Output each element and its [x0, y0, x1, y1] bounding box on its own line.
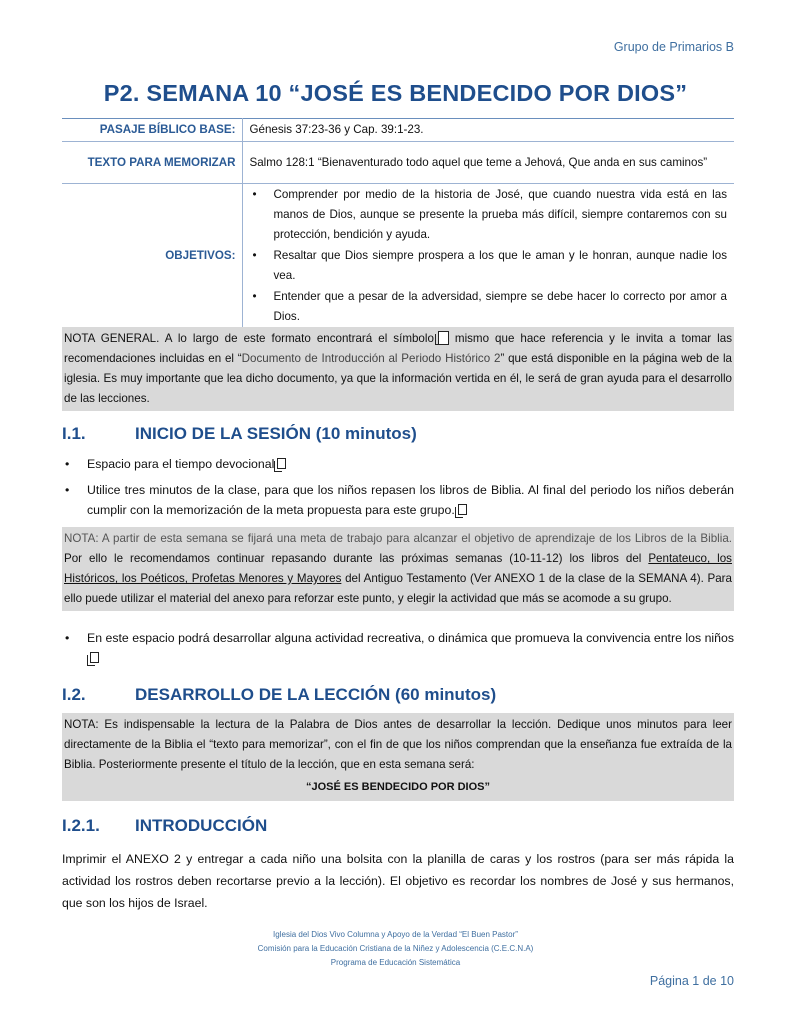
- document-copy-icon: [458, 504, 467, 515]
- document-copy-icon: [438, 331, 449, 345]
- page-number: Página 1 de 10: [649, 974, 734, 988]
- pasaje-value: Génesis 37:23-36 y Cap. 39:1-23.: [249, 123, 424, 136]
- list-item: [62, 480, 734, 520]
- footer-line-church: Iglesia del Dios Vivo Columna y Apoyo de la Verdad “El Buen Pastor”: [273, 930, 518, 939]
- section-heading-introduccion: [62, 816, 267, 836]
- section-title: INTRODUCCIÓN: [135, 816, 268, 835]
- nota-text-3: del Antiguo Testamento (Ver ANEXO 1 de la clase de la SEMANA 4). Para ello puede utilizar el material del anexo para reforzar este punto, y elegir la actividad que más se acomode a su grupo.: [64, 572, 732, 605]
- section-number: I.2.: [62, 685, 86, 704]
- nota-general-text-2: mismo que hace referencia y le invita a tomar las recomendaciones incluidas en el “: [64, 332, 732, 365]
- section-heading-inicio: [62, 424, 417, 444]
- bullet-text: Espacio para el tiempo devocional: [87, 457, 275, 471]
- lesson-title: “JOSÉ ES BENDECIDO POR DIOS”: [306, 781, 490, 793]
- pasaje-row: [62, 119, 734, 142]
- bullet-text: Utilice tres minutos de la clase, para que los niños repasen los libros de Biblia. Al final del periodo los niños deberán cumplir con la memorización de la meta propuesta para este grupo.: [87, 483, 734, 517]
- document-copy-icon: [90, 652, 99, 663]
- introduccion-text: Imprimir el ANEXO 2 y entregar a cada niño una bolsita con la planilla de caras y los rostros (para ser más rápida la actividad los rostros deben recortarse previo a la lección). El objetivo es recordar los nombres de José y sus hermanos, que son los hijos de Israel.: [62, 852, 734, 910]
- page-title: P2. SEMANA 10 “JOSÉ ES BENDECIDO POR DIOS”: [103, 80, 688, 106]
- nota-desarrollo: [62, 713, 734, 801]
- texto-label: TEXTO PARA MEMORIZAR: [62, 142, 242, 184]
- footer: [0, 928, 791, 970]
- footer-line-commission: Comisión para la Educación Cristiana de la Niñez y Adolescencia (C.E.C.N.A): [257, 944, 534, 953]
- document-copy-icon: [277, 458, 286, 469]
- section-number: I.2.1.: [62, 816, 100, 835]
- bullet-text: En este espacio podrá desarrollar alguna actividad recreativa, o dinámica que promueva la convivencia entre los niños: [87, 631, 734, 645]
- nota-underlined-books: Pentateuco, los Históricos, los Poéticos, Profetas Menores y Mayores: [64, 552, 732, 585]
- list-item: [62, 454, 734, 474]
- objetivos-row: [62, 184, 734, 329]
- pasaje-label: PASAJE BÍBLICO BASE:: [62, 119, 242, 142]
- inicio-bullets-2: [62, 628, 734, 668]
- document-reference: Documento de Introducción al Periodo Histórico 2: [241, 352, 501, 365]
- lesson-info-table: [62, 118, 734, 329]
- section-title: DESARROLLO DE LA LECCIÓN (60 minutos): [135, 685, 497, 704]
- nota-libros: [62, 527, 734, 611]
- texto-value: Salmo 128:1 “Bienaventurado todo aquel que teme a Jehová, Que anda en sus caminos”: [242, 142, 734, 184]
- objetivo-item: • Resaltar que Dios siempre prospera a los que le aman y le honran, aunque nadie los vea.: [250, 246, 728, 286]
- texto-row: [62, 142, 734, 184]
- section-number: I.1.: [62, 424, 86, 443]
- objetivos-list: [250, 185, 728, 327]
- nota-desarrollo-text: NOTA: Es indispensable la lectura de la Palabra de Dios antes de desarrollar la lección. Dedique unos minutos para leer directamente de la Biblia el “texto para memorizar”, con el fin de que los niños comprendan que la enseñanza fue extraída de la Biblia. Posteriormente presente el título de la lección, que en esta semana será:: [64, 718, 732, 771]
- objetivos-label: OBJETIVOS:: [62, 184, 242, 329]
- inicio-bullets: [62, 454, 734, 520]
- section-title: INICIO DE LA SESIÓN (10 minutos): [135, 424, 417, 443]
- group-name: Grupo de Primarios B: [613, 40, 734, 54]
- section-heading-desarrollo: [62, 685, 496, 705]
- nota-general: [62, 327, 734, 411]
- objetivos-value: [242, 184, 734, 329]
- nota-text-2: Por ello le recomendamos continuar repasando durante las próximas semanas (10-11-12) los libros del: [64, 552, 649, 565]
- nota-text-1: NOTA: A partir de esta semana se fijará una meta de trabajo para alcanzar el objetivo de aprendizaje de los Libros de la Biblia.: [64, 532, 732, 545]
- nota-general-text-1: NOTA GENERAL. A lo largo de este formato encontrará el símbolo: [64, 332, 434, 345]
- objetivo-item: • Entender que a pesar de la adversidad, siempre se debe hacer lo correcto por amor a Dios.: [250, 287, 728, 327]
- list-item: [62, 628, 734, 668]
- objetivo-item: • Comprender por medio de la historia de José, que cuando nuestra vida está en las manos de Dios, aunque se presente la prueba más difícil, siempre contaremos con su protección, bendición y ayuda.: [250, 185, 728, 245]
- nota-general-text-3: ” que está disponible en la página web de la iglesia. Es muy importante que lea dicho documento, ya que la información vertida en él, le será de gran ayuda para el desarrollo de las lecciones.: [64, 352, 733, 405]
- footer-line-program: Programa de Educación Sistemática: [330, 958, 461, 967]
